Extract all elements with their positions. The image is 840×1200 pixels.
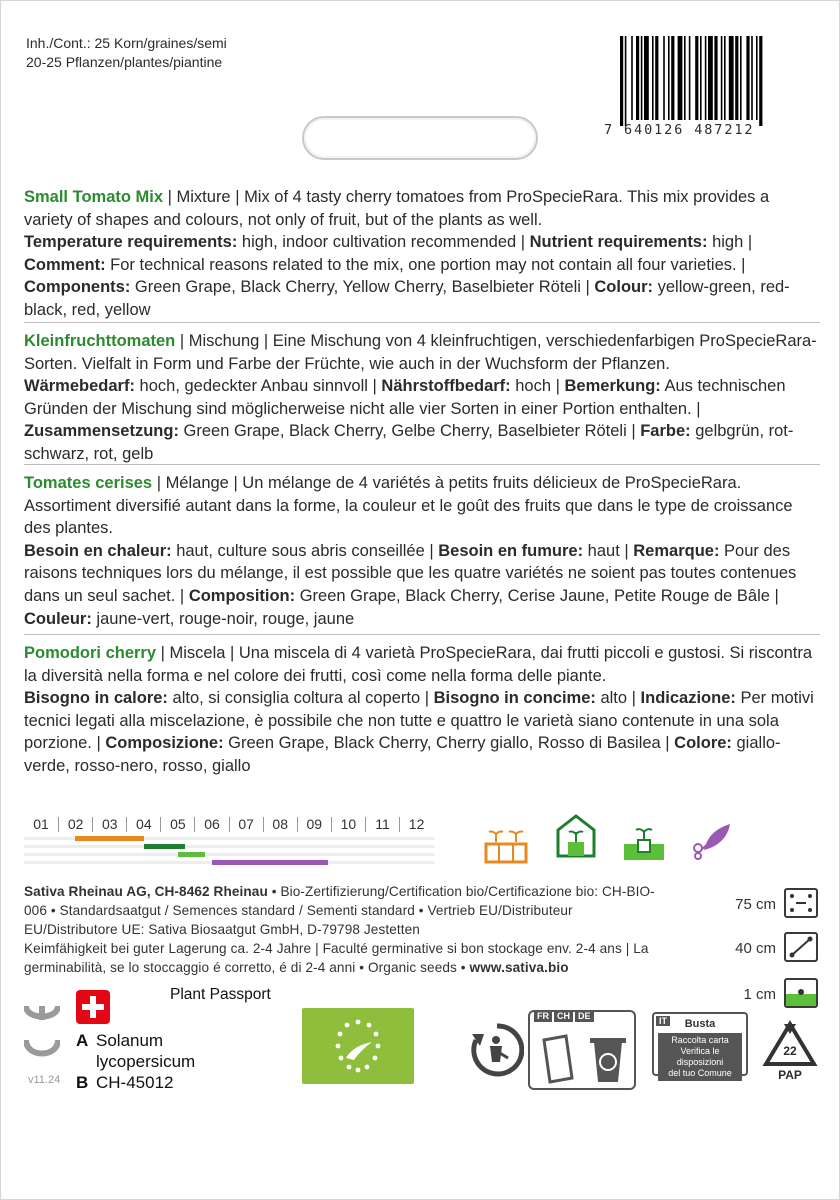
country-label: DE [575,1010,594,1022]
detail-text: high, indoor cultivation recommended | [237,233,530,252]
barcode-bar [751,36,753,120]
barcode-bar [668,36,670,120]
passport-b-label: B [76,1073,89,1092]
month-label: 04 [126,817,160,832]
detail-text: hoch | [510,377,565,396]
barcode-bar [756,36,758,120]
description-it [24,642,820,778]
calendar-row [24,850,434,858]
swiss-flag-icon [76,990,110,1024]
calendar-bar [212,860,328,865]
plant-passport-title: Plant Passport [170,986,271,1003]
detail-text: Green Grape, Black Cherry, Cherry giallo, Rosso di Basilea | [223,734,675,753]
sowing-depth-icon [784,978,818,1008]
month-label: 06 [194,817,228,832]
eu-organic-logo [302,1008,414,1084]
month-label: 05 [160,817,194,832]
calendar-bar [75,836,143,841]
row-spacing: 75 cm [735,896,776,913]
detail-text: Aus technischen Gründen der Mischung sind möglicherweise nicht alle vier Sorten in einer Portion enthalten. | [24,377,786,418]
detail-text: yellow-green, red-black, red, yellow [24,278,790,319]
month-label: 02 [58,817,92,832]
busta-text: Verifica le disposizioni [676,1046,724,1067]
divider [24,634,820,635]
detail-label: Farbe: [640,422,691,441]
barcode-bar [708,36,713,120]
barcode-bar [620,36,623,126]
barcode-bar [625,36,627,126]
row-spacing-icon [784,888,818,918]
calendar-row [24,842,434,850]
calendar-track [24,853,434,856]
divider [24,464,820,465]
month-label: 09 [297,817,331,832]
month-label: 12 [399,817,433,832]
certification-text: • Bio-Zertifizierung/Certification bio/Certificazione bio: CH-BIO-006 • Standardsaatgut / Semences standard / Sementi standard • Vertrieb EU/Distributeur EU/Distributore UE: Sativa Biosaatgut GmbH, D-79798 Jestetten [24,884,655,937]
detail-text: haut, culture sous abris conseillée | [171,541,439,560]
triman-recycling-icon [470,1022,524,1078]
detail-label: Bisogno in calore: [24,689,168,708]
variety-name: Small Tomato Mix [24,188,164,206]
description-fr [24,472,820,630]
country-label: CH [554,1010,573,1022]
detail-label: Couleur: [24,609,92,628]
detail-label: Wärmebedarf: [24,377,135,396]
detail-label: Comment: [24,255,106,274]
barcode-bar [631,36,633,120]
barcode-bar [684,36,686,120]
barcode-bar [636,36,639,120]
company-info [24,882,670,977]
company-name: Sativa Rheinau AG, CH-8462 Rheinau [24,884,268,899]
barcode-bar [644,36,649,120]
detail-text: gelbgrün, rot-schwarz, rot, gelb [24,422,794,463]
barcode-bar [724,36,726,120]
month-label: 11 [365,817,399,832]
barcode-bar [705,36,707,120]
country-label: FR [534,1010,552,1022]
description-de [24,330,820,466]
version-label: v11.24 [28,1074,61,1086]
barcode-bar [729,36,734,120]
calendar-row [24,858,434,866]
detail-label: Composition: [188,586,296,605]
barcode-bar [663,36,665,120]
passport-a-value-2: lycopersicum [96,1052,196,1071]
barcode-number: 7 640126 487212 [604,122,755,138]
detail-text: Green Grape, Black Cherry, Gelbe Cherry, Baselbieter Röteli | [178,422,641,441]
detail-text: high | [707,233,753,252]
barcode-bar [746,36,749,120]
barcode-bar [695,36,698,120]
description-text: | Mixture | Mix of 4 tasty cherry tomatoes from ProSpecieRara. This mix provides a variety of shapes and colours, not only of fruit, but of the plants as well. [24,188,770,229]
barcode-bar [655,36,658,120]
detail-text: haut | [583,541,634,560]
passport-b-value: CH-45012 [96,1073,174,1092]
recycling-material: PAP [778,1068,802,1082]
description-text: | Mischung | Eine Mischung von 4 kleinfruchtigen, verschiedenfarbigen ProSpecieRara-Sorten. Vielfalt in Form und Farbe der Früchte, wie auch in der Wuchsform der Pflanzen. [24,332,817,373]
detail-label: Bemerkung: [564,377,661,396]
recycling-code: 22 [783,1044,797,1058]
busta-text: Raccolta carta [671,1035,729,1045]
detail-text: For technical reasons related to the mix, one portion may not contain all four varieties. | [105,255,746,274]
variety-name: Pomodori cherry [24,644,157,662]
detail-label: Nutrient requirements: [529,233,708,252]
barcode-bar [652,36,654,120]
busta-text: del tuo Comune [668,1068,732,1078]
calendar-track [24,845,434,848]
detail-text: Green Grape, Black Cherry, Yellow Cherry, Baselbieter Röteli | [130,278,595,297]
detail-text: Pour des raisons techniques lors du mélange, il est possible que les quatre variétés ne soient pas toutes contenues dans un seul sachet. | [24,541,797,605]
barcode-bar [678,36,683,120]
detail-text: hoch, gedeckter Anbau sinnvoll | [134,377,382,396]
barcode-bar [689,36,691,120]
barcode-bar [740,36,742,120]
detail-label: Components: [24,278,131,297]
sowing-depth: 1 cm [743,986,776,1003]
plant-spacing: 40 cm [735,940,776,957]
harvest-icon [690,820,734,864]
detail-label: Nährstoffbedarf: [381,377,511,396]
detail-label: Bisogno in concime: [433,689,596,708]
passport-a-value: Solanum [96,1031,164,1050]
month-label: 07 [229,817,263,832]
detail-label: Composizione: [105,734,224,753]
barcode-bar [735,36,738,120]
detail-text: giallo-verde, rosso-nero, rosso, giallo [24,734,781,775]
detail-label: Colour: [594,278,654,297]
variety-name: Kleinfruchttomaten [24,332,176,350]
calendar-bar [178,852,205,857]
description-en [24,186,820,322]
detail-text: jaune-vert, rouge-noir, rouge, jaune [91,609,355,628]
germination-text: Keimfähigkeit bei guter Lagerung ca. 2-4 Jahre | Faculté germinative si bon stockage env. 2-4 ans | La germinabilità, se lo stoccaggio é corretto, é di 2-4 anni • Organic seeds • [24,941,649,975]
contents-line-1: Inh./Cont.: 25 Korn/graines/semi [26,35,227,51]
barcode-bar [759,36,762,126]
transplant-icon [622,822,666,866]
passport-a-label: A [76,1031,89,1050]
barcode-bar [721,36,723,120]
detail-label: Temperature requirements: [24,233,238,252]
calendar-months [24,814,434,834]
month-label: 03 [92,817,126,832]
detail-label: Besoin en fumure: [438,541,584,560]
detail-label: Indicazione: [640,689,736,708]
detail-label: Besoin en chaleur: [24,541,172,560]
hang-hole [302,116,538,160]
detail-text: Per motivi tecnici legati alla miscelazione, è possibile che non tutte e quattro le varietà siano contenute in una sola porzione. | [24,689,814,753]
detail-text: Green Grape, Black Cherry, Cerise Jaune, Petite Rouge de Bâle | [295,586,779,605]
calendar-row [24,834,434,842]
sorting-info-box [528,1010,636,1090]
detail-label: Colore: [674,734,732,753]
divider [24,322,820,323]
calendar-bar [144,844,185,849]
description-text: | Mélange | Un mélange de 4 variétés à petits fruits délicieux de ProSpecieRara. Assortiment diversifié autant dans la forme, la couleur et le goût des fruits que dans le type de croissance des plantes. [24,474,793,538]
detail-label: Remarque: [633,541,720,560]
plant-passport-details [76,1030,195,1093]
month-label: 10 [331,817,365,832]
detail-text: alto | [595,689,641,708]
barcode-bar [714,36,717,120]
seedling-tray-icon [484,826,528,870]
it-label: IT [656,1016,670,1026]
detail-label: Zusammensetzung: [24,422,179,441]
plant-passport-symbol [24,1000,60,1066]
contents-info [26,34,227,72]
contents-line-2: 20-25 Pflanzen/plantes/piantine [26,54,223,70]
busta-label: Busta [684,1018,716,1030]
month-label: 08 [263,817,297,832]
sowing-calendar [24,814,434,866]
description-text: | Miscela | Una miscela di 4 varietà ProSpecieRara, dai frutti piccoli e gustosi. Si riscontra la diversità nella forma e nel colore dei frutti, così come nella forma delle piante. [24,644,813,685]
website-link[interactable]: www.sativa.bio [469,960,569,975]
variety-name: Tomates cerises [24,474,153,492]
detail-text: alto, si consiglia coltura al coperto | [167,689,434,708]
barcode-bar [641,36,643,120]
plant-spacing-icon [784,932,818,962]
pap-recycling-icon [762,1020,818,1080]
greenhouse-icon [554,812,598,856]
barcode-bar [671,36,674,120]
barcode-bar [700,36,702,120]
month-label: 01 [33,815,49,832]
italy-sorting-box [652,1012,748,1076]
